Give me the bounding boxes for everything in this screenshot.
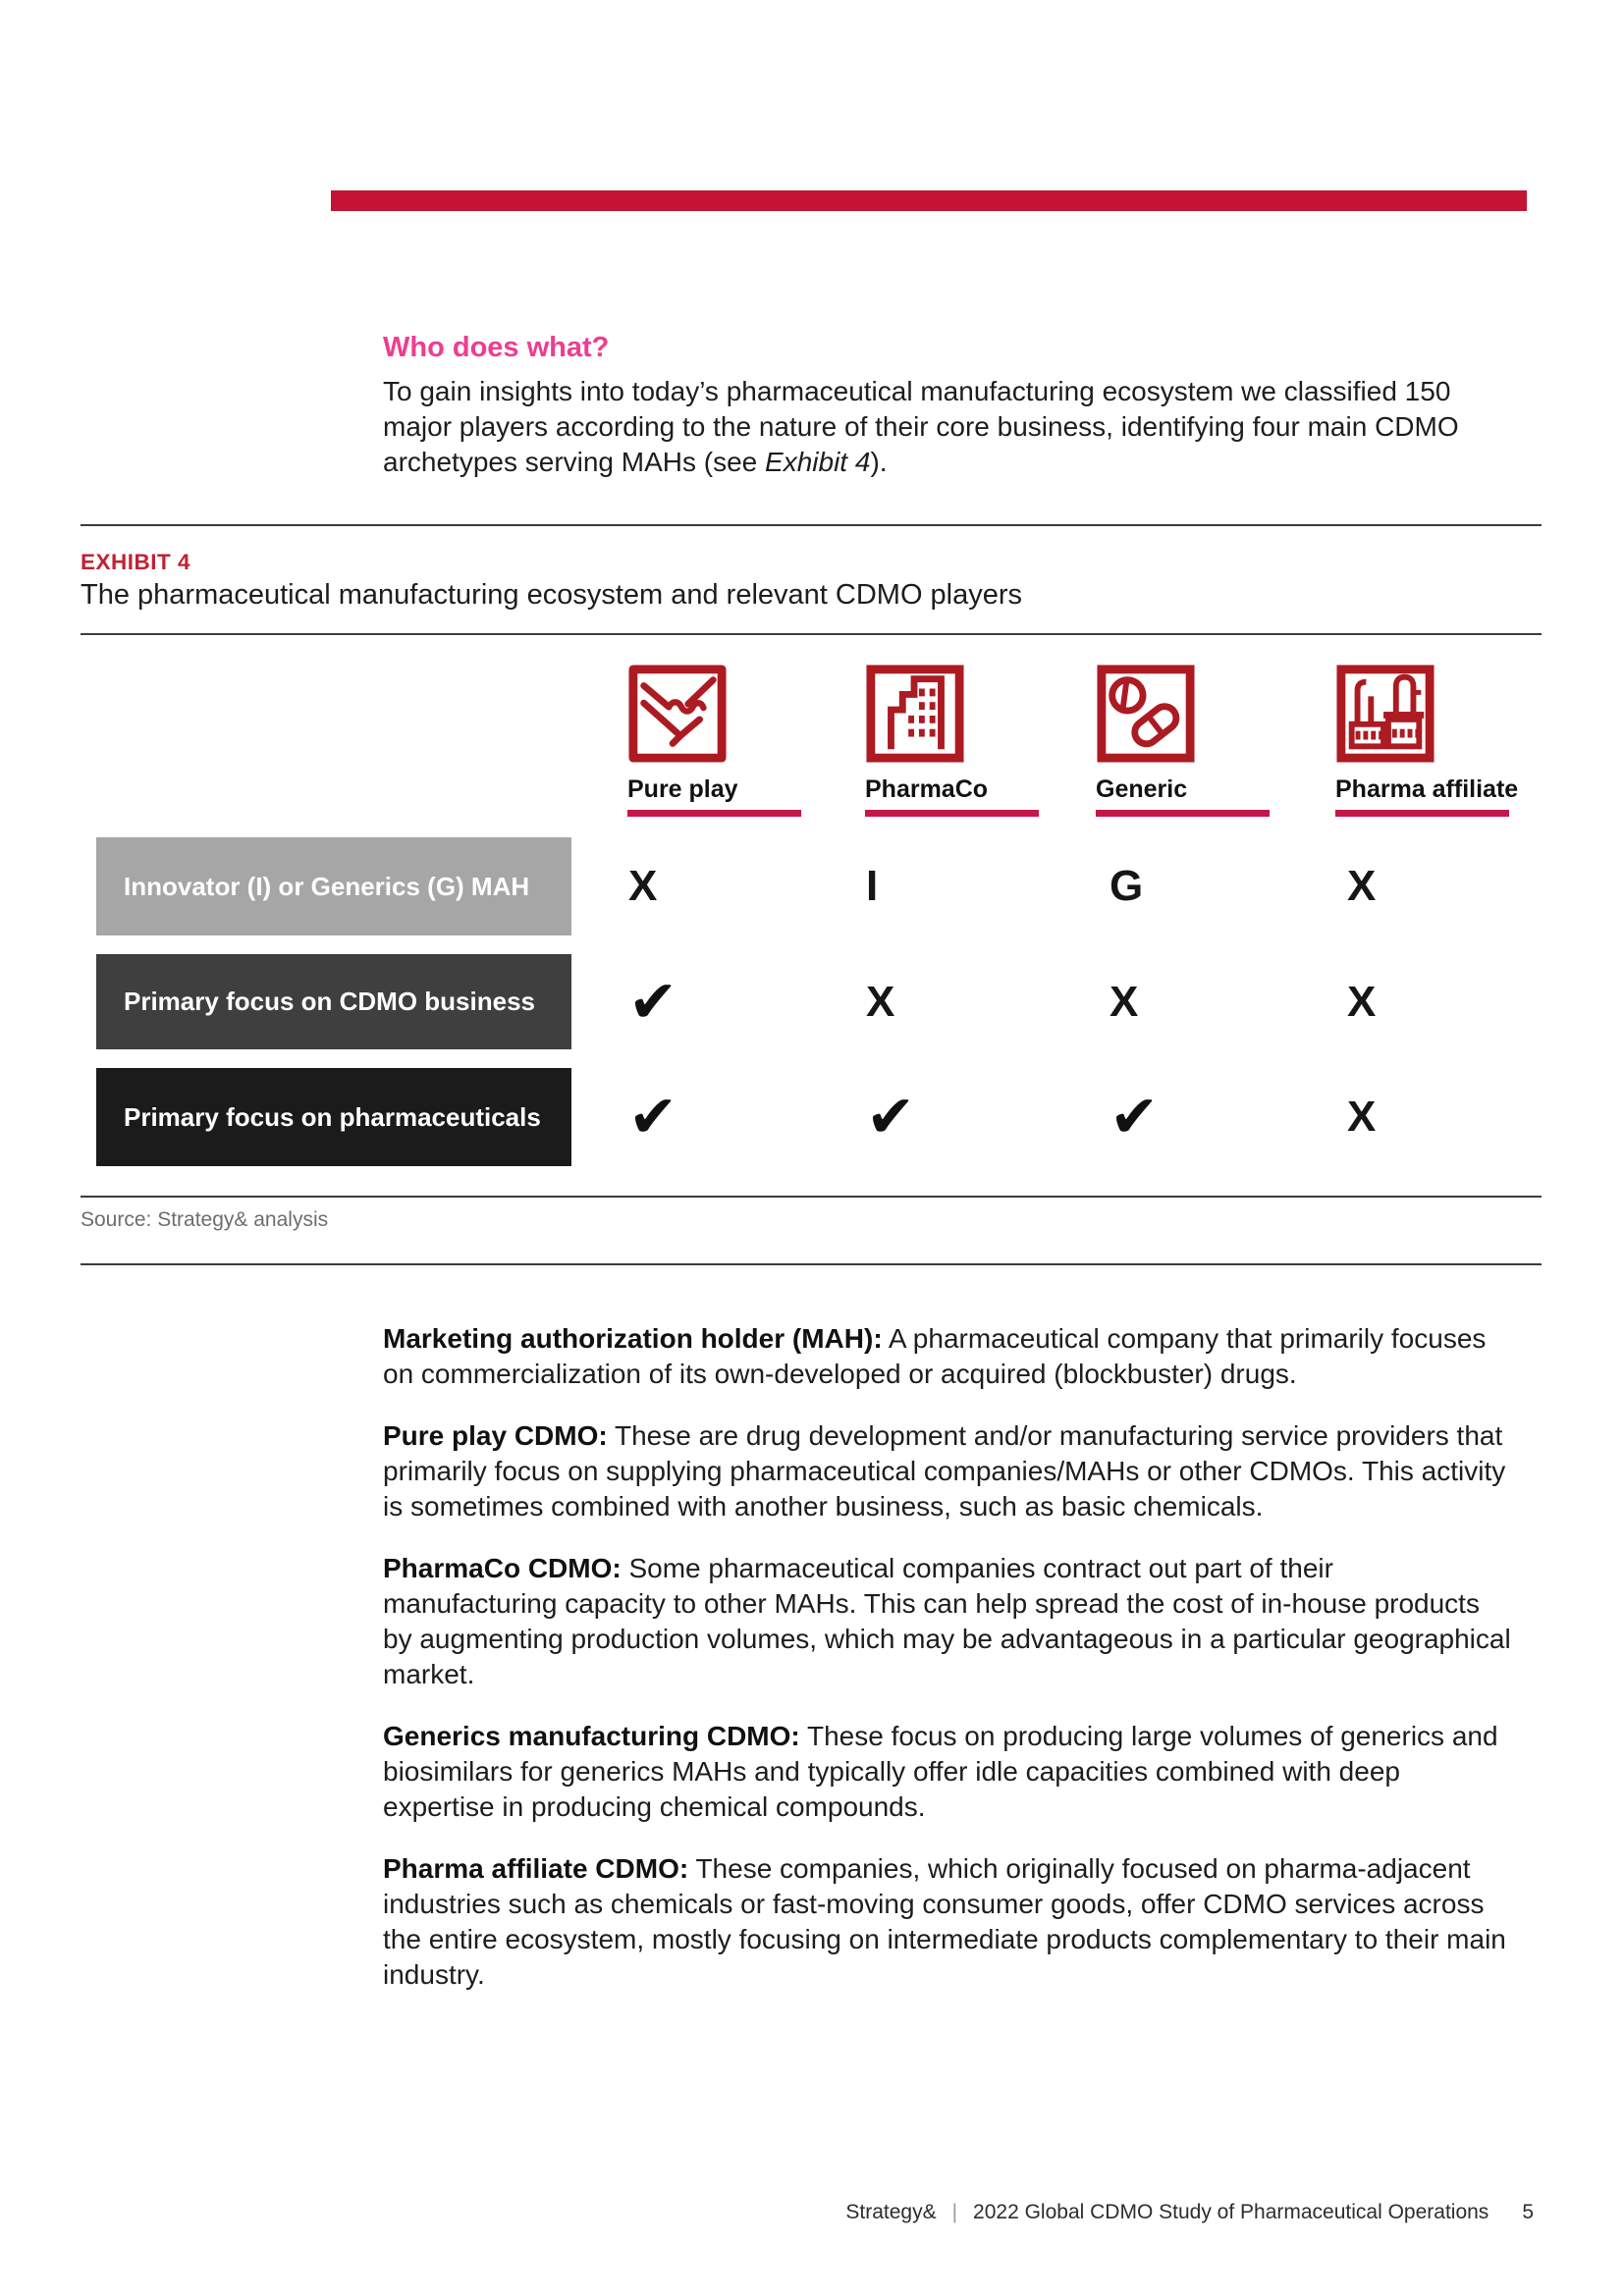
source-note: Source: Strategy& analysis: [81, 1208, 329, 1231]
definition-term: Pharma affiliate CDMO:: [383, 1853, 689, 1884]
handshake-icon: [627, 664, 802, 764]
table-cell: X: [1347, 977, 1377, 1026]
row-label-text: Innovator (I) or Generics (G) MAH: [124, 871, 530, 901]
building-icon: [865, 664, 1040, 764]
table-cell: ✔: [866, 1083, 916, 1151]
divider-above-source: [81, 1196, 1542, 1198]
column-label: PharmaCo: [865, 775, 989, 803]
column-underline: [1096, 810, 1270, 817]
column-generic: [1096, 664, 1271, 817]
footer-brand: Strategy&: [845, 2201, 937, 2223]
column-underline: [1335, 810, 1509, 817]
page-number: 5: [1522, 2201, 1534, 2223]
table-cell: ✔: [628, 1083, 678, 1151]
row-label-mah: [96, 837, 571, 935]
definition-term: Generics manufacturing CDMO:: [383, 1721, 800, 1751]
divider-below-source: [81, 1263, 1542, 1265]
column-label: Pharma affiliate: [1335, 775, 1519, 803]
column-underline: [627, 810, 801, 817]
definition-body: A pharmaceutical company that primarily focuses on commercialization of its own-developed or acquired (blockbuster) drugs.: [383, 1323, 1487, 1389]
page-footer: [845, 2201, 1534, 2224]
section-heading: Who does what?: [383, 332, 610, 363]
column-underline: [865, 810, 1039, 817]
table-cell: X: [866, 977, 895, 1026]
row-label-text: Primary focus on pharmaceuticals: [124, 1101, 541, 1132]
table-cell: ✔: [1110, 1083, 1160, 1151]
row-label-cdmo-focus: [96, 954, 571, 1049]
intro-text: To gain insights into today’s pharmaceutical manufacturing ecosystem we classified 150 major players according to the nature of their core business, identifying four main CDMO archetypes serving MAHs (see: [383, 376, 1459, 477]
exhibit-title: The pharmaceutical manufacturing ecosystem and relevant CDMO players: [81, 579, 1023, 611]
intro-section: [383, 332, 1512, 480]
accent-bar: [331, 190, 1527, 211]
table-cell: X: [1110, 977, 1139, 1026]
footer-separator: |: [951, 2201, 958, 2223]
intro-text-end: ).: [870, 447, 888, 477]
definition-body: These focus on producing large volumes of generics and biosimilars for generics MAHs and typically offer idle capacities combined with deep expertise in producing chemical compounds.: [383, 1721, 1498, 1822]
row-label-pharma-focus: [96, 1068, 571, 1166]
footer-title: 2022 Global CDMO Study of Pharmaceutical Operations: [973, 2201, 1489, 2223]
column-label: Generic: [1096, 775, 1188, 803]
table-cell: X: [628, 862, 658, 910]
column-label: Pure play: [627, 775, 738, 803]
table-cell: I: [866, 862, 879, 910]
definition-paragraph: [383, 1851, 1512, 1993]
exhibit-label: EXHIBIT 4: [81, 550, 191, 574]
intro-text-italic: Exhibit 4: [765, 447, 871, 477]
factory-icon: [1335, 664, 1510, 764]
definition-term: Marketing authorization holder (MAH):: [383, 1323, 883, 1354]
divider-exhibit: [81, 633, 1542, 635]
table-cell: X: [1347, 862, 1377, 910]
column-pure-play: [627, 664, 802, 817]
definition-body: Some pharmaceutical companies contract out part of their manufacturing capacity to other MAHs. This can help spread the cost of in-house products by augmenting production volumes, which may be advantageous in a particular geographical market.: [383, 1553, 1511, 1689]
definition-term: Pure play CDMO:: [383, 1420, 608, 1451]
divider-top: [81, 524, 1542, 526]
definition-term: PharmaCo CDMO:: [383, 1553, 622, 1583]
row-label-text: Primary focus on CDMO business: [124, 987, 535, 1016]
intro-paragraph: [383, 374, 1512, 480]
table-cell: G: [1110, 862, 1144, 910]
definitions-section: [383, 1321, 1512, 2019]
column-pharmaco: [865, 664, 1040, 817]
definition-body: These are drug development and/or manufacturing service providers that primarily focus on supplying pharmaceutical companies/MAHs or other CDMOs. This activity is sometimes combined with another business, such as basic chemicals.: [383, 1420, 1506, 1522]
definition-body: These companies, which originally focused on pharma-adjacent industries such as chemicals or fast-moving consumer goods, offer CDMO services across the entire ecosystem, mostly focusing on intermediate products complementary to their main industry.: [383, 1853, 1506, 1990]
table-cell: X: [1347, 1093, 1377, 1141]
definition-paragraph: [383, 1418, 1512, 1524]
definition-paragraph: [383, 1321, 1512, 1392]
pills-icon: [1096, 664, 1271, 764]
column-pharma-affiliate: [1335, 664, 1519, 817]
definition-paragraph: [383, 1551, 1512, 1692]
table-cell: ✔: [628, 967, 678, 1037]
definition-paragraph: [383, 1719, 1512, 1825]
